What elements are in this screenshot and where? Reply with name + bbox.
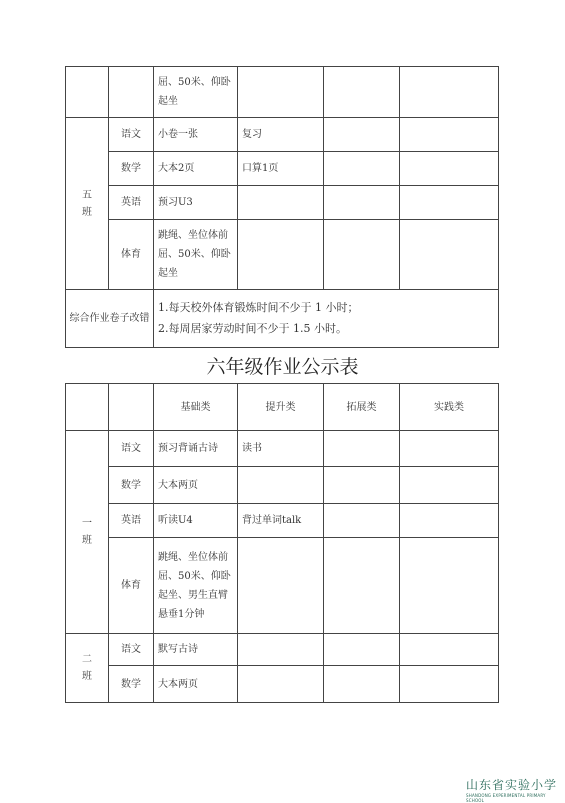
- table-row: [66, 220, 499, 290]
- subject-cell: 英语: [109, 186, 154, 220]
- subject-cell: 英语: [109, 504, 154, 538]
- page-title: 六年级作业公示表: [206, 356, 359, 378]
- advance-cell: 口算1页: [238, 152, 324, 186]
- header-basic: 基础类: [154, 384, 238, 431]
- bottom-table: [65, 383, 499, 703]
- table-row: [66, 504, 499, 538]
- class-label: 一 班: [66, 431, 109, 634]
- subject-cell: 语文: [109, 634, 154, 666]
- pe-homework-cont: 屈、50米、仰卧起坐: [154, 67, 238, 118]
- header-advance: 提升类: [238, 384, 324, 431]
- advance-cell: 背过单词talk: [238, 504, 324, 538]
- subject-cell: 体育: [109, 538, 154, 634]
- table-row: [66, 186, 499, 220]
- basic-cell: 预习背诵古诗: [154, 431, 238, 467]
- comprehensive-note: 1.每天校外体育锻炼时间不少于 1 小时； 2.每周居家劳动时间不少于 1.5 小时。: [154, 290, 499, 348]
- advance-cell: [238, 467, 324, 504]
- subject-cell: 数学: [109, 666, 154, 703]
- table-row: [66, 634, 499, 666]
- header-extend: 拓展类: [324, 384, 400, 431]
- basic-cell: 默写古诗: [154, 634, 238, 666]
- top-table: [65, 66, 499, 348]
- table-row: [66, 538, 499, 634]
- subject-cell: 语文: [109, 431, 154, 467]
- basic-cell: 预习U3: [154, 186, 238, 220]
- basic-cell: 听读U4: [154, 504, 238, 538]
- basic-cell: 大本两页: [154, 467, 238, 504]
- class-label: 二 班: [66, 634, 109, 703]
- header-row: [66, 384, 499, 431]
- table-row: [66, 152, 499, 186]
- table-row: [66, 290, 499, 348]
- advance-cell: 读书: [238, 431, 324, 467]
- advance-cell: [238, 186, 324, 220]
- advance-cell: [238, 220, 324, 290]
- logo-text: 山东省实验小学: [466, 778, 558, 792]
- subject-cell: 数学: [109, 152, 154, 186]
- header-practice: 实践类: [400, 384, 499, 431]
- comprehensive-label: 综合作业卷子改错: [66, 290, 154, 348]
- table-row: [66, 666, 499, 703]
- table-row: [66, 118, 499, 152]
- basic-cell: 小卷一张: [154, 118, 238, 152]
- logo-subtext: SHANDONG EXPERIMENTAL PRIMARY SCHOOL: [466, 793, 546, 803]
- advance-cell: [238, 634, 324, 666]
- basic-cell: 跳绳、坐位体前屈、50米、仰卧起坐、男生直臂悬垂1分钟: [154, 538, 238, 634]
- school-logo: [466, 776, 562, 803]
- advance-cell: [238, 538, 324, 634]
- subject-cell: 语文: [109, 118, 154, 152]
- basic-cell: 跳绳、坐位体前屈、50米、仰卧起坐: [154, 220, 238, 290]
- subject-cell: 体育: [109, 220, 154, 290]
- advance-cell: [238, 666, 324, 703]
- subject-cell: 数学: [109, 467, 154, 504]
- class-label: 五 班: [66, 118, 109, 290]
- basic-cell: 大本两页: [154, 666, 238, 703]
- table-row: [66, 467, 499, 504]
- table-row: [66, 67, 499, 118]
- basic-cell: 大本2页: [154, 152, 238, 186]
- table-row: [66, 431, 499, 467]
- advance-cell: 复习: [238, 118, 324, 152]
